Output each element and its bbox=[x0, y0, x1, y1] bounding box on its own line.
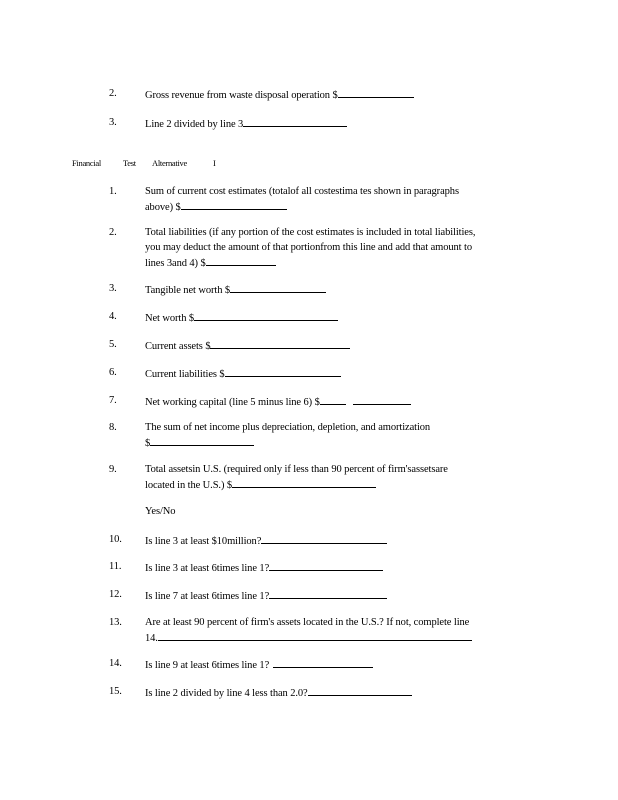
question-text-line: Are at least 90 percent of firm's assets located in the U.S.? If not, complete line bbox=[145, 617, 470, 628]
item-text: Net working capital (line 5 minus line 6) $ bbox=[145, 395, 411, 408]
question-number: 11. bbox=[109, 561, 122, 572]
answer-blank[interactable] bbox=[194, 311, 338, 321]
item-text-line: lines 3and 4) $ bbox=[145, 256, 276, 269]
item-text-line: you may deduct the amount of that portionfrom this line and add that amount to bbox=[145, 242, 472, 253]
item-text-line: Total liabilities (if any portion of the cost estimates is included in total liabilities, bbox=[145, 227, 476, 238]
answer-blank[interactable] bbox=[230, 283, 326, 293]
item-text: Tangible net worth $ bbox=[145, 283, 326, 296]
answer-blank[interactable] bbox=[210, 339, 350, 349]
question-text: Is line 9 at least 6times line 1? bbox=[145, 658, 373, 671]
item-number: 5. bbox=[109, 339, 117, 350]
question-number: 14. bbox=[109, 658, 122, 669]
answer-blank[interactable] bbox=[225, 367, 341, 377]
yes-no-label: Yes/No bbox=[145, 506, 176, 517]
item-number: 8. bbox=[109, 422, 117, 433]
answer-blank[interactable] bbox=[269, 589, 387, 599]
answer-blank[interactable] bbox=[308, 686, 412, 696]
item-text-line: Sum of current cost estimates (totalof all costestima tes shown in paragraphs bbox=[145, 186, 459, 197]
answer-blank[interactable] bbox=[269, 561, 383, 571]
question-number: 15. bbox=[109, 686, 122, 697]
question-text: Is line 2 divided by line 4 less than 2.0? bbox=[145, 686, 412, 699]
question-number: 10. bbox=[109, 534, 122, 545]
item-text-line: Total assetsin U.S. (required only if less than 90 percent of firm'sassetsare bbox=[145, 464, 448, 475]
item-number: 2. bbox=[109, 227, 117, 238]
answer-blank[interactable] bbox=[150, 436, 254, 446]
item-number: 6. bbox=[109, 367, 117, 378]
question-text: Is line 3 at least 6times line 1? bbox=[145, 561, 383, 574]
item-text: Line 2 divided by line 3 bbox=[145, 117, 347, 130]
question-text: Is line 3 at least $10million? bbox=[145, 534, 387, 547]
item-number: 2. bbox=[109, 88, 117, 99]
item-text: Net worth $ bbox=[145, 311, 338, 324]
item-text-line: The sum of net income plus depreciation, depletion, and amortization bbox=[145, 422, 431, 433]
item-number: 9. bbox=[109, 464, 117, 475]
item-text-line: located in the U.S.) $ bbox=[145, 478, 376, 491]
item-text: Current liabilities $ bbox=[145, 367, 341, 380]
answer-blank[interactable] bbox=[181, 200, 287, 210]
item-number: 4. bbox=[109, 311, 117, 322]
section-heading-financial: Financial bbox=[72, 158, 101, 168]
answer-blank[interactable] bbox=[206, 256, 276, 266]
question-text: Is line 7 at least 6times line 1? bbox=[145, 589, 387, 602]
item-number: 1. bbox=[109, 186, 117, 197]
section-heading-test: Test bbox=[123, 158, 136, 168]
question-number: 13. bbox=[109, 617, 122, 628]
item-number: 3. bbox=[109, 283, 117, 294]
item-text-line: $ bbox=[145, 436, 254, 449]
answer-blank[interactable] bbox=[243, 117, 347, 127]
section-heading-alternative: Alternative bbox=[152, 158, 187, 168]
answer-blank[interactable] bbox=[158, 631, 472, 641]
question-number: 12. bbox=[109, 589, 122, 600]
answer-blank[interactable] bbox=[320, 395, 346, 405]
question-text-line: 14. bbox=[145, 631, 472, 644]
answer-blank[interactable] bbox=[338, 88, 414, 98]
answer-blank[interactable] bbox=[261, 534, 387, 544]
answer-blank[interactable] bbox=[232, 478, 376, 488]
item-text: Gross revenue from waste disposal operation $ bbox=[145, 88, 414, 101]
item-number: 3. bbox=[109, 117, 117, 128]
answer-blank[interactable] bbox=[353, 395, 411, 405]
answer-blank[interactable] bbox=[273, 658, 373, 668]
item-text: Current assets $ bbox=[145, 339, 350, 352]
section-heading-roman: I bbox=[213, 158, 216, 168]
item-text-line: above) $ bbox=[145, 200, 287, 213]
item-number: 7. bbox=[109, 395, 117, 406]
